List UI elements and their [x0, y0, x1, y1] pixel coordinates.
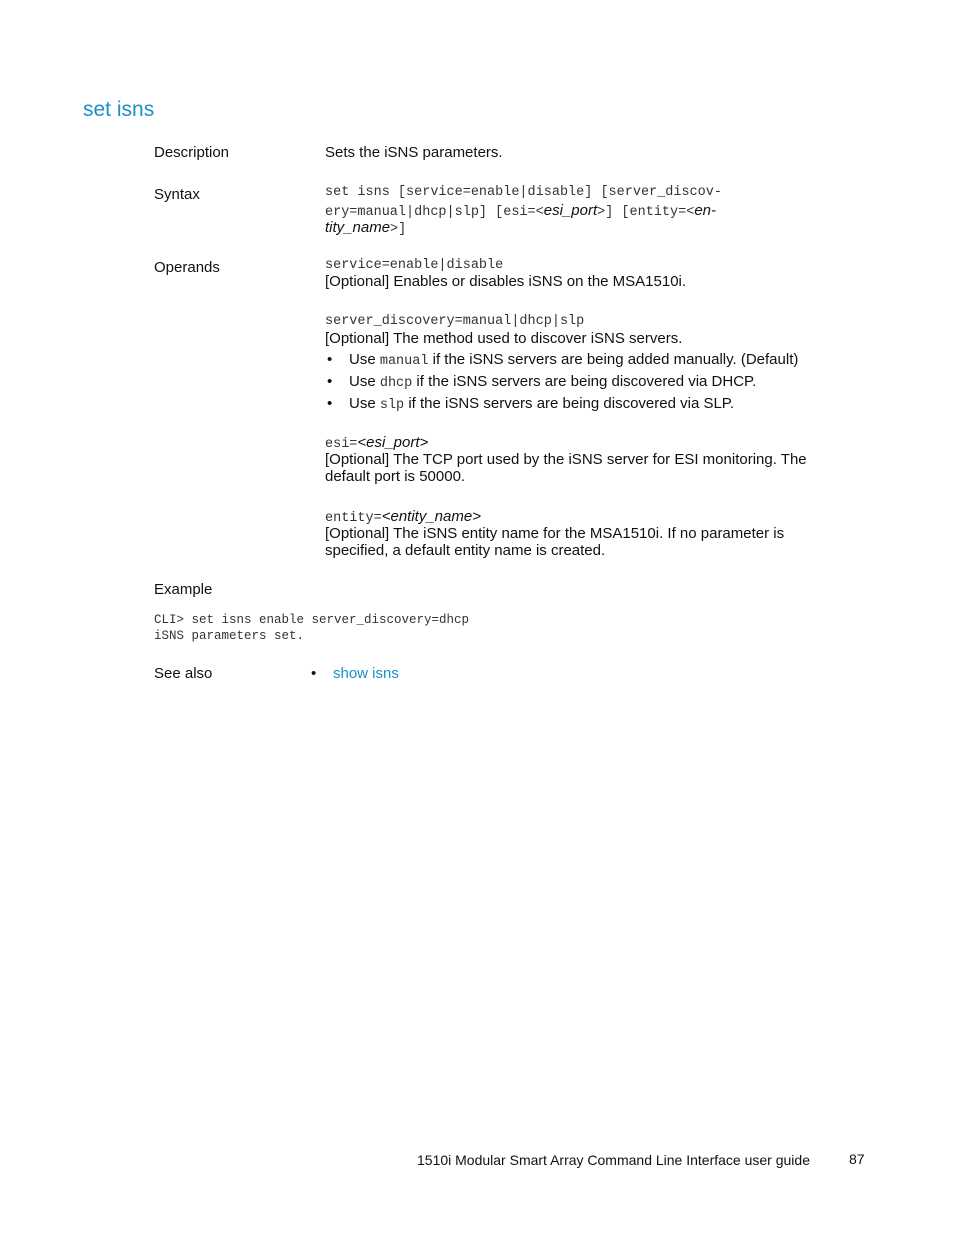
esi-operand-italic: <esi_port>: [357, 434, 429, 451]
see-also-label: See also: [154, 665, 213, 682]
bullet-manual-pre: Use: [349, 351, 380, 368]
syntax-entity-italic: en-: [694, 202, 717, 219]
bullet-slp: [327, 395, 735, 413]
service-operand-text: [Optional] Enables or disables iSNS on the MSA1510i.: [325, 273, 687, 290]
bullet-dot: •: [327, 395, 333, 412]
bullet-dhcp-code: dhcp: [379, 376, 413, 391]
syntax-label: Syntax: [154, 186, 200, 203]
bullet-manual: [327, 351, 799, 369]
bullet-dhcp-post: if the iSNS servers are being discovered via DHCP.: [412, 373, 757, 390]
syntax-entity-name-italic: tity_name: [325, 219, 391, 236]
example-label: Example: [154, 581, 213, 598]
bullet-dot: •: [327, 373, 333, 390]
esi-operand-text-2: default port is 50000.: [325, 468, 466, 485]
esi-operand-text-1: [Optional] The TCP port used by the iSNS server for ESI monitoring. The: [325, 451, 807, 468]
operands-label: Operands: [154, 259, 220, 276]
syntax-esi-port-italic: esi_port: [543, 202, 598, 219]
server-discovery-operand-code: server_discovery=manual|dhcp|slp: [325, 314, 585, 329]
entity-operand-heading: [325, 508, 481, 526]
entity-operand-text-2: specified, a default entity name is created.: [325, 542, 606, 559]
bullet-dhcp: [327, 373, 757, 391]
syntax-line-3: [325, 219, 406, 237]
service-operand-code: service=enable|disable: [325, 258, 504, 273]
page-title: set isns: [83, 98, 155, 121]
page-number: 87: [849, 1151, 865, 1167]
bullet-slp-text: [349, 395, 734, 413]
syntax-line-2-a: ery=manual|dhcp|slp] [esi=<: [325, 205, 544, 220]
syntax-line-2: [325, 202, 716, 220]
bullet-dot: •: [327, 351, 333, 368]
bullet-manual-code: manual: [379, 354, 429, 369]
entity-operand-italic: <entity_name>: [381, 508, 481, 525]
footer-guide-title: 1510i Modular Smart Array Command Line Interface user guide: [417, 1152, 810, 1168]
bullet-manual-text: [349, 351, 798, 369]
syntax-line-2-c: >] [entity=<: [597, 205, 695, 220]
example-cli-line-2: iSNS parameters set.: [154, 629, 305, 643]
bullet-dhcp-text: [349, 373, 756, 391]
show-isns-link[interactable]: show isns: [333, 665, 399, 682]
esi-operand-code: esi=: [325, 437, 358, 452]
bullet-slp-post: if the iSNS servers are being discovered via SLP.: [404, 395, 735, 412]
see-also-bullet: •: [311, 665, 317, 682]
entity-operand-text-1: [Optional] The iSNS entity name for the MSA1510i. If no parameter is: [325, 525, 785, 542]
example-cli-line-1: CLI> set isns enable server_discovery=dhcp: [154, 613, 470, 627]
bullet-manual-post: if the iSNS servers are being added manually. (Default): [428, 351, 799, 368]
server-discovery-operand-text: [Optional] The method used to discover iSNS servers.: [325, 330, 683, 347]
bullet-dhcp-pre: Use: [349, 373, 380, 390]
syntax-line-1: set isns [service=enable|disable] [server_discov-: [325, 185, 722, 200]
bullet-slp-pre: Use: [349, 395, 380, 412]
syntax-line-3-b: >]: [390, 222, 407, 237]
bullet-slp-code: slp: [379, 398, 405, 413]
description-text: Sets the iSNS parameters.: [325, 144, 503, 161]
description-label: Description: [154, 144, 230, 161]
esi-operand-heading: [325, 434, 428, 452]
entity-operand-code: entity=: [325, 511, 382, 526]
